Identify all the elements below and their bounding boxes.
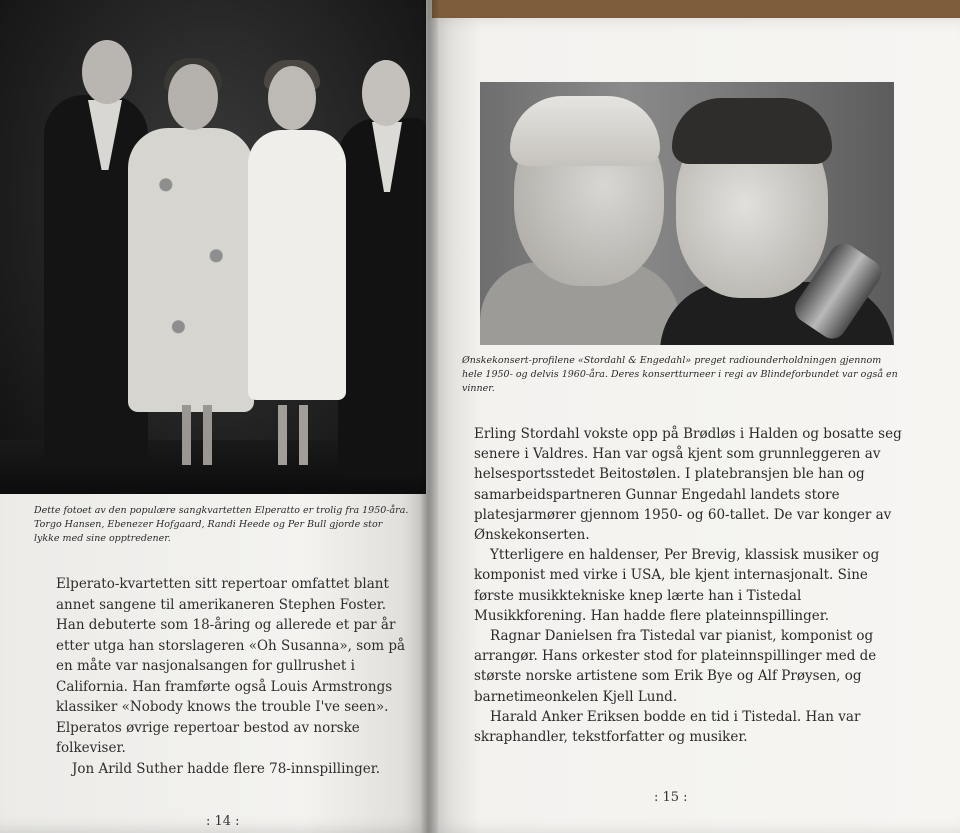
woman-floral-dress xyxy=(128,128,254,412)
photo-caption-right: Ønskekonsert-profilene «Stordahl & Engedahl» preget radiounderholdningen gjennom hele 1950- og delvis 1960-åra. Deres konsertturneer i regi av Blindeforbundet var også en vinner. xyxy=(462,355,898,394)
quartet-photo xyxy=(0,0,426,494)
photo-caption-left: Dette fotoet av den populære sangkvartetten Elperatto er trolig fra 1950-åra. Torgo Hansen, Ebenezer Hofgaard, Randi Heede og Per Bull gjorde stor lykke med sine opptredener. xyxy=(34,505,409,544)
page-number-right: : 15 : xyxy=(654,790,688,805)
paragraph: Erling Stordahl vokste opp på Brødløs i Halden og bosatte seg senere i Valdres. Han var også kjent som grunnleggeren av helsesportsstedet Beitostølen. I platebransjen ble han og samarbeidspartneren Gunnar Engedahl landets store platesjarmører gjennom 1950- og 60-tallet. De var konger av Ønskekonserten. xyxy=(474,426,902,544)
paragraph: Ragnar Danielsen fra Tistedal var pianist, komponist og arrangør. Hans orkester stod for plateinnspillinger med de største norske artistene som Erik Bye og Alf Prøysen, og barnetimeonkelen Kjell Lund. xyxy=(474,628,877,705)
man-left-head xyxy=(82,40,132,104)
women-legs xyxy=(170,405,320,465)
paragraph: Elperato-kvartetten sitt repertoar omfattet blant annet sangene til amerikaneren Stephen Foster. Han debuterte som 18-åring og allerede et par år etter utga han storslageren «Oh Susanna», som på en måte var nasjonalsangen for gullrushet i California. Han framførte også Louis Armstrongs klassiker «Nobody knows the trouble I've seen». Elperatos øvrige repertoar bestod av norske folkeviser. xyxy=(56,576,406,756)
paragraph: Ytterligere en haldenser, Per Brevig, klassisk musiker og komponist med virke i USA, ble kjent internasjonalt. Sine første musikktekniske knep lærte han i Tistedal Musikkforening. Han hadde flere plateinnspillinger. xyxy=(474,547,880,624)
woman-floral-head xyxy=(168,64,218,130)
book-gutter xyxy=(420,0,438,833)
page-number-left: : 14 : xyxy=(206,814,240,829)
body-text-left xyxy=(56,574,406,779)
singer-left-hair xyxy=(510,96,660,166)
paragraph: Harald Anker Eriksen bodde en tid i Tistedal. Han var skraphandler, tekstforfatter og musiker. xyxy=(474,708,861,746)
paragraph: Jon Arild Suther hadde flere 78-innspillinger. xyxy=(72,760,381,777)
duo-photo xyxy=(480,82,894,345)
left-page xyxy=(0,0,432,833)
right-page xyxy=(428,18,960,833)
singer-right-hair xyxy=(672,98,832,164)
man-right-head xyxy=(362,60,410,126)
woman-white-head xyxy=(268,66,316,130)
woman-white-dress xyxy=(248,130,346,400)
body-text-right xyxy=(474,424,908,747)
